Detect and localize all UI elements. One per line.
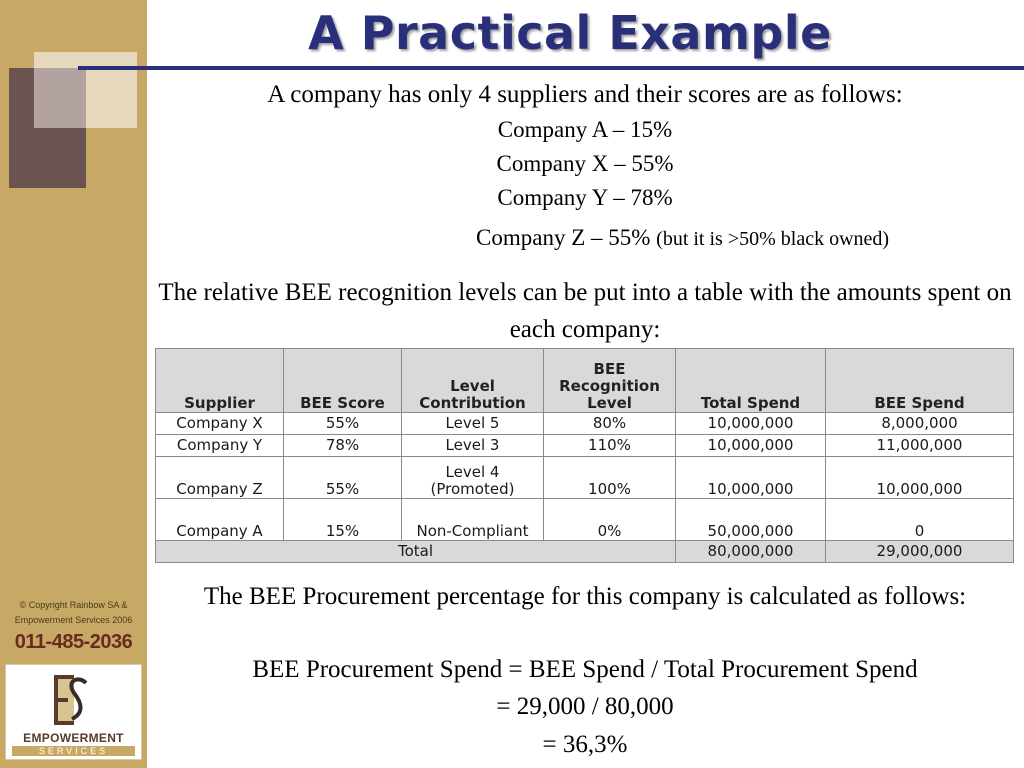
empowerment-logo	[5, 664, 142, 760]
cell-total-label: Total	[156, 541, 676, 563]
cell-level: Level 4 (Promoted)	[402, 457, 544, 499]
cell-supplier: Company A	[156, 499, 284, 541]
header-total-spend: Total Spend	[676, 349, 826, 413]
logo-word-services: SERVICES	[12, 746, 135, 756]
cell-supplier: Company X	[156, 413, 284, 435]
table-total-row	[156, 541, 1014, 563]
header-bee-spend: BEE Spend	[826, 349, 1014, 413]
header-supplier: Supplier	[156, 349, 284, 413]
cell-bee-spend: 10,000,000	[826, 457, 1014, 499]
cell-total-spend: 10,000,000	[676, 413, 826, 435]
table-row	[156, 499, 1014, 541]
intro-company-x: Company X – 55%	[496, 151, 674, 176]
cell-bee-spend: 8,000,000	[826, 413, 1014, 435]
intro-company-z: Company Z – 55%	[476, 225, 651, 250]
table-header-row	[156, 349, 1014, 413]
cell-total-spend: 50,000,000	[676, 499, 826, 541]
intro-company-z-note: (but it is >50% black owned)	[656, 228, 890, 250]
cell-bee-score: 78%	[284, 435, 402, 457]
cell-supplier: Company Y	[156, 435, 284, 457]
header-level-contribution: Level Contribution	[402, 349, 544, 413]
sidebar	[0, 0, 147, 768]
logo-word-empowerment: EMPOWERMENT	[23, 731, 124, 745]
title-underline	[78, 66, 1024, 70]
cell-recognition: 0%	[544, 499, 676, 541]
header-bee-recognition-level: BEE Recognition Level	[544, 349, 676, 413]
cell-level: Non-Compliant	[402, 499, 544, 541]
cell-bee-score: 15%	[284, 499, 402, 541]
calc-formula: BEE Procurement Spend = BEE Spend / Total Procurement Spend	[252, 656, 918, 683]
calc-result: = 36,3%	[542, 731, 628, 758]
slide-title: A Practical Example	[308, 6, 832, 60]
table-row	[156, 413, 1014, 435]
table-intro: The relative BEE recognition levels can be put into a table with the amounts spent on each company:	[158, 279, 1012, 343]
cell-total-spend: 10,000,000	[676, 435, 826, 457]
table-row	[156, 435, 1014, 457]
intro-lead: A company has only 4 suppliers and their scores are as follows:	[267, 81, 903, 108]
cell-level: Level 5	[402, 413, 544, 435]
cell-bee-spend: 11,000,000	[826, 435, 1014, 457]
intro-company-z-row	[476, 221, 1016, 256]
intro-company-a: Company A – 15%	[497, 117, 673, 142]
cell-recognition: 80%	[544, 413, 676, 435]
header-bee-score: BEE Score	[284, 349, 402, 413]
es-logo-icon	[52, 671, 92, 729]
cell-bee-spend-sum: 29,000,000	[826, 541, 1014, 563]
cell-recognition: 100%	[544, 457, 676, 499]
cell-total-spend-sum: 80,000,000	[676, 541, 826, 563]
copyright-text: © Copyright Rainbow SA & Empowerment Services 2006	[14, 600, 133, 625]
cell-bee-spend: 0	[826, 499, 1014, 541]
phone-number: 011-485-2036	[14, 631, 133, 653]
cell-supplier: Company Z	[156, 457, 284, 499]
table-row	[156, 457, 1014, 499]
intro-company-y: Company Y – 78%	[497, 185, 673, 210]
calc-intro: The BEE Procurement percentage for this company is calculated as follows:	[203, 583, 967, 610]
cell-total-spend: 10,000,000	[676, 457, 826, 499]
calc-fraction: = 29,000 / 80,000	[496, 693, 674, 720]
bee-table	[155, 348, 1014, 563]
cell-level: Level 3	[402, 435, 544, 457]
cell-recognition: 110%	[544, 435, 676, 457]
cell-bee-score: 55%	[284, 413, 402, 435]
decor-square-overlap	[34, 68, 86, 128]
cell-bee-score: 55%	[284, 457, 402, 499]
